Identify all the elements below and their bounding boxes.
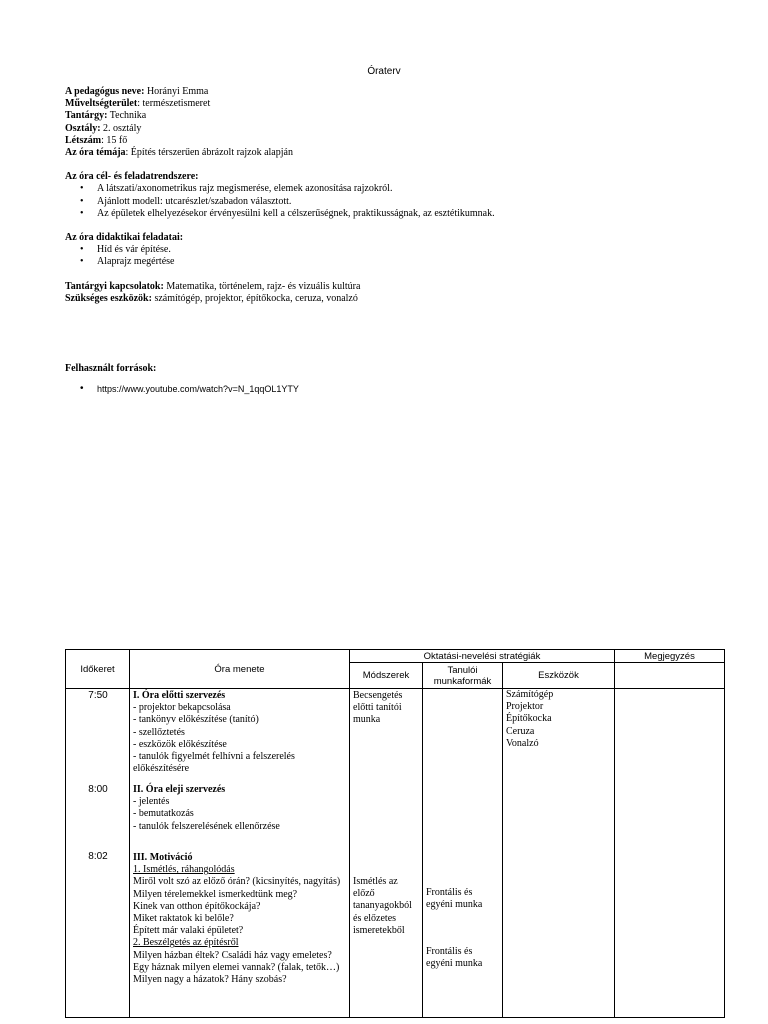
task-item: • Híd és vár építése. — [97, 244, 705, 256]
tools-cell — [503, 689, 615, 1018]
section-heading: I. Óra előtti szervezés — [133, 690, 226, 701]
tools-value: számítógép, projektor, építőkocka, ceruza, vonalzó — [151, 292, 358, 304]
note-cell — [615, 689, 725, 1018]
area-value: : természetismeret — [137, 98, 211, 110]
goal-item: • Ajánlott modell: utcarészlet/szabadon választott. — [97, 196, 705, 208]
sources-list — [97, 383, 299, 395]
connections-value: Matematika, történelem, rajz- és vizuális kultúra — [163, 280, 361, 292]
teacher-row — [65, 86, 705, 98]
topic-label: Az óra témája — [65, 147, 126, 159]
tasks-list — [65, 244, 705, 268]
tools-label: Szükséges eszközök: — [65, 292, 152, 304]
teacher-value: Horányi Emma — [144, 86, 209, 97]
section-3 — [133, 852, 347, 986]
goals-list — [65, 183, 705, 220]
strategies-header: Oktatási-nevelési stratégiák — [350, 650, 615, 663]
count-label: Létszám — [65, 134, 102, 146]
flow-line: Milyen nagy a házatok? Hány szobás? — [133, 974, 287, 986]
time-value: 7:50 — [88, 690, 108, 701]
count-row — [65, 135, 705, 147]
topic-value: : Építés térszerűen ábrázolt rajzok alapján — [125, 147, 293, 159]
flow-line: - projektor bekapcsolása — [133, 702, 231, 714]
tasks-heading: Az óra didaktikai feladatai: — [65, 232, 184, 244]
connections-label: Tantárgyi kapcsolatok: — [65, 280, 164, 292]
subheading: 2. Beszélgetés az építésről — [133, 937, 239, 949]
flow-cell — [130, 689, 350, 1018]
flow-line: - jelentés — [133, 796, 170, 808]
class-row — [65, 123, 705, 135]
flow-line: - szellőztetés — [133, 726, 185, 738]
class-label: Osztály: — [65, 122, 101, 134]
area-row — [65, 98, 705, 110]
flow-line: - eszközök előkészítése — [133, 738, 227, 750]
section-2 — [133, 784, 347, 833]
flow-line: Kinek van otthon építőkockája? — [133, 900, 261, 912]
flow-line: - bemutatkozás — [133, 808, 194, 820]
workform-entry: Frontális és egyéni munka — [426, 887, 483, 911]
col-flow-header: Óra menete — [130, 650, 350, 689]
topic-row — [65, 147, 705, 159]
area-label: Műveltségterület — [65, 98, 138, 110]
time-value: 8:02 — [88, 851, 108, 862]
subject-value: Technika — [107, 110, 147, 122]
method-entry: Ismétlés az előző tananyagokból és előzetes ismeretekből — [353, 876, 412, 936]
col-time-header: Időkeret — [66, 650, 130, 689]
lesson-info — [65, 86, 705, 305]
flow-line: Milyen térelemekkel ismerkedtünk meg? — [133, 888, 298, 900]
count-value: : 15 fő — [101, 134, 128, 146]
col-note-header: Megjegyzés — [615, 650, 725, 663]
table-row — [66, 689, 725, 1018]
flow-line: - tankönyv előkészítése (tanító) — [133, 714, 259, 726]
task-item: • Alaprajz megértése — [97, 256, 705, 268]
goals-heading: Az óra cél- és feladatrendszere: — [65, 171, 199, 183]
connections-row — [65, 281, 705, 293]
flow-line: Milyen házban éltek? Családi ház vagy emeletes? — [133, 949, 332, 961]
flow-line: Épített már valaki épületet? — [133, 925, 244, 937]
document-title: Óraterv — [367, 66, 401, 77]
flow-line: Miket raktatok ki belőle? — [133, 913, 234, 925]
flow-line: Miről volt szó az előző órán? (kicsinyítés, nagyítás) — [133, 876, 341, 888]
time-value: 8:00 — [88, 784, 108, 795]
col-workforms-header: Tanulói munkaformák — [423, 663, 503, 689]
tools-list — [506, 689, 612, 750]
tool-item: Számítógép — [506, 689, 554, 700]
method-entry: Becsengetés előtti tanítói munka — [353, 690, 403, 726]
flow-line: Egy háznak milyen elemei vannak? (falak, tetők…) — [133, 961, 340, 973]
methods-cell — [350, 689, 423, 1018]
section-1 — [133, 690, 347, 775]
section-heading: II. Óra eleji szervezés — [133, 784, 226, 795]
time-cell — [66, 689, 130, 1018]
tool-item: Projektor — [506, 701, 544, 713]
subheading: 1. Ismétlés, ráhangolódás — [133, 864, 235, 876]
col-methods-header: Módszerek — [350, 663, 423, 689]
tool-item: Építőkocka — [506, 713, 552, 725]
tools-row — [65, 293, 705, 305]
flow-line: - tanulók felszerelésének ellenőrzése — [133, 820, 280, 832]
goal-item: • Az épületek elhelyezésekor érvényesülni kell a célszerűségnek, praktikusságnak, az esztétikumnak. — [97, 208, 705, 220]
workforms-cell — [423, 689, 503, 1018]
tool-item: Ceruza — [506, 725, 535, 737]
source-link[interactable]: • https://www.youtube.com/watch?v=N_1qqOL1YTY — [97, 383, 299, 395]
workform-entry: Frontális és egyéni munka — [426, 946, 483, 970]
section-heading: III. Motiváció — [133, 852, 193, 863]
col-tools-header: Eszközök — [503, 663, 615, 689]
note-subheader — [615, 663, 725, 689]
class-value: 2. osztály — [100, 122, 142, 134]
lesson-plan-table — [65, 649, 725, 1018]
goal-item: • A látszati/axonometrikus rajz megismerése, elemek azonosítása rajzokról. — [97, 183, 705, 195]
flow-line: - tanulók figyelmét felhívni a felszerelés előkészítésére — [133, 751, 295, 775]
sources-heading: Felhasznált források: — [65, 363, 157, 374]
teacher-label: A pedagógus neve: — [65, 86, 145, 97]
subject-row — [65, 110, 705, 122]
subject-label: Tantárgy: — [65, 110, 108, 122]
tool-item: Vonalzó — [506, 737, 539, 749]
